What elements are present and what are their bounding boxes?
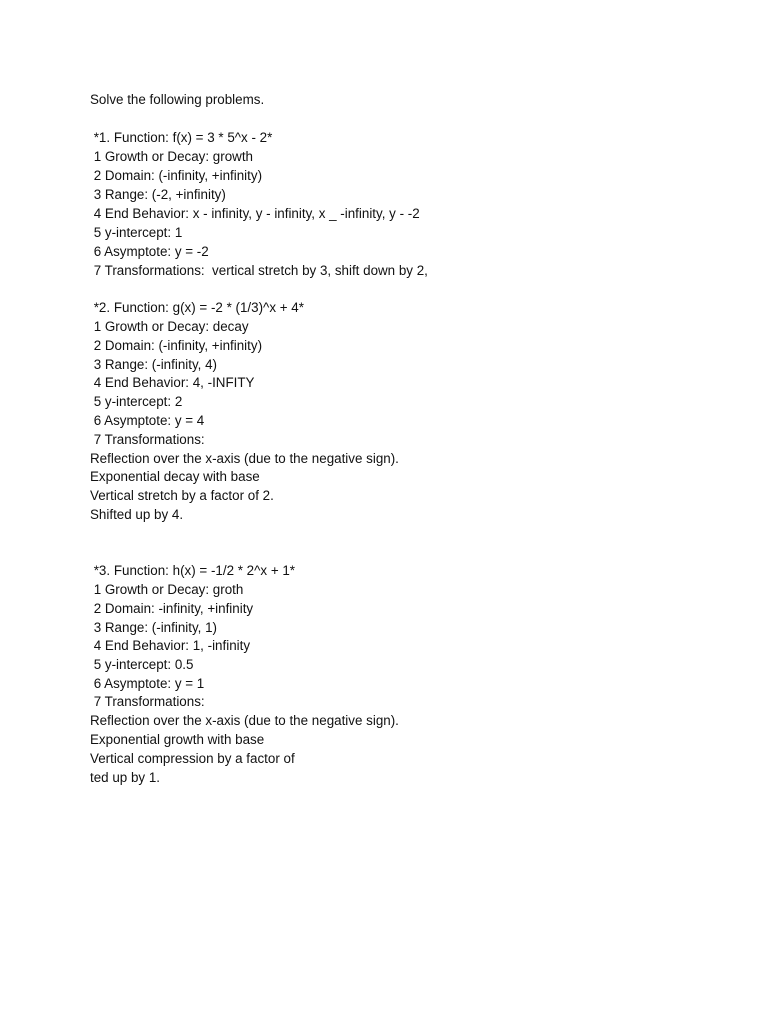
problem-2-heading: *2. Function: g(x) = -2 * (1/3)^x + 4* — [90, 300, 304, 315]
problem-2-line: 5 y-intercept: 2 — [90, 394, 183, 409]
problem-2-line: 2 Domain: (-infinity, +infinity) — [90, 338, 263, 353]
problem-2-line: Exponential decay with base — [90, 469, 260, 484]
problem-1-line: 5 y-intercept: 1 — [90, 225, 183, 240]
problem-3-line: Exponential growth with base — [90, 732, 265, 747]
problem-2-line: Vertical stretch by a factor of 2. — [90, 488, 274, 503]
problem-1-line: 1 Growth or Decay: growth — [90, 149, 253, 164]
problem-1-heading: *1. Function: f(x) = 3 * 5^x - 2* — [90, 130, 273, 145]
problem-3-line: 5 y-intercept: 0.5 — [90, 657, 194, 672]
problem-3-line: 7 Transformations: — [90, 694, 205, 709]
problem-1-line: 3 Range: (-2, +infinity) — [90, 187, 226, 202]
problem-3-line: Reflection over the x-axis (due to the negative sign). — [90, 713, 399, 728]
intro-text: Solve the following problems. — [90, 92, 265, 107]
problem-3-line: 6 Asymptote: y = 1 — [90, 676, 205, 691]
problem-2-line: 3 Range: (-infinity, 4) — [90, 357, 218, 372]
problem-2-line: Reflection over the x-axis (due to the negative sign). — [90, 451, 399, 466]
problem-3-line: ted up by 1. — [90, 770, 160, 785]
problem-1-line: 7 Transformations: vertical stretch by 3, shift down by 2, — [90, 263, 428, 278]
problem-3-heading: *3. Function: h(x) = -1/2 * 2^x + 1* — [90, 563, 296, 578]
problem-2-line: 1 Growth or Decay: decay — [90, 319, 249, 334]
problem-3-line: 2 Domain: -infinity, +infinity — [90, 601, 254, 616]
problem-3-line: 3 Range: (-infinity, 1) — [90, 620, 218, 635]
problem-2-line: 7 Transformations: — [90, 432, 205, 447]
problem-1-line: 4 End Behavior: x - infinity, y - infinity, x _ -infinity, y - -2 — [90, 206, 420, 221]
problem-2-line: 6 Asymptote: y = 4 — [90, 413, 205, 428]
problem-3-line: Vertical compression by a factor of — [90, 751, 295, 766]
problem-3-line: 4 End Behavior: 1, -infinity — [90, 638, 251, 653]
problem-1-line: 6 Asymptote: y = -2 — [90, 244, 209, 259]
problem-3-line: 1 Growth or Decay: groth — [90, 582, 244, 597]
problem-1-line: 2 Domain: (-infinity, +infinity) — [90, 168, 263, 183]
problem-2-line: 4 End Behavior: 4, -INFITY — [90, 375, 255, 390]
problem-2-line: Shifted up by 4. — [90, 507, 184, 522]
